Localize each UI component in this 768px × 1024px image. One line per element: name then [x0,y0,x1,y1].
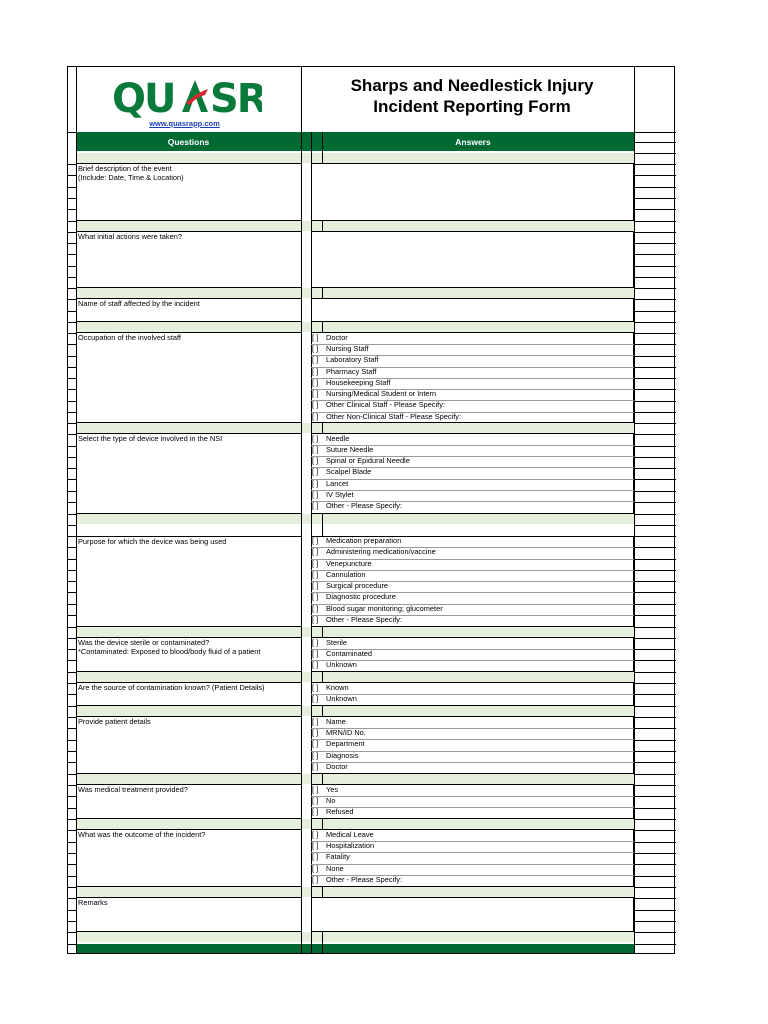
checkbox: [ ] [312,434,319,443]
separator-row [76,627,634,637]
svg-text:SR: SR [210,76,262,119]
quasr-logo [112,75,262,124]
checkbox: [ ] [312,389,319,398]
question-device-type: Select the type of device involved in the NSI [78,434,223,443]
question-cell [76,536,302,627]
question-cell [76,897,302,932]
option-surgical[interactable]: [ ] Surgical procedure [312,581,389,590]
separator-row [76,932,634,942]
title-line-2: Incident Reporting Form [373,97,571,116]
option-known[interactable]: [ ] Known [312,683,349,692]
separator-row [76,153,634,163]
separator-row [76,706,634,716]
checkbox: [ ] [312,592,319,601]
checkbox: [ ] [312,536,319,545]
option-device-other[interactable]: [ ] Other - Please Specify: [312,501,402,510]
question-staff-name: Name of staff affected by the incident [78,299,200,308]
separator-row [76,423,634,433]
question-initial-actions: What initial actions were taken? [78,232,182,241]
option-other-non-clinical[interactable]: [ ] Other Non-Clinical Staff - Please Specify: [312,412,462,421]
option-diagnostic[interactable]: [ ] Diagnostic procedure [312,592,396,601]
option-student-intern[interactable]: [ ] Nursing/Medical Student or Intern [312,389,437,398]
separator-row [76,288,634,298]
option-fatality[interactable]: [ ] Fatality [312,852,350,861]
checkbox: [ ] [312,456,319,465]
checkbox: [ ] [312,400,319,409]
option-blood-sugar[interactable]: [ ] Blood sugar monitoring; glucometer [312,604,443,613]
question-sterile: Was the device sterile or contaminated? *Contaminated: Exposed to blood/body fluid of a patient [78,638,261,656]
checkbox: [ ] [312,615,319,624]
option-venepuncture[interactable]: [ ] Venepuncture [312,559,372,568]
questions-header: Questions [167,137,210,147]
question-occupation: Occupation of the involved staff [78,333,181,342]
checkbox: [ ] [312,367,319,376]
separator-row [76,774,634,784]
footer-bar [76,944,634,953]
checkbox: [ ] [312,412,319,421]
checkbox: [ ] [312,479,319,488]
option-nursing-staff[interactable]: [ ] Nursing Staff [312,344,369,353]
option-lancet[interactable]: [ ] Lancet [312,479,349,488]
option-pharmacy-staff[interactable]: [ ] Pharmacy Staff [312,367,377,376]
checkbox: [ ] [312,355,319,364]
option-refused[interactable]: [ ] Refused [312,807,354,816]
checkbox: [ ] [312,852,319,861]
checkbox: [ ] [312,739,319,748]
checkbox: [ ] [312,570,319,579]
title-line-1: Sharps and Needlestick Injury [350,76,594,95]
checkbox: [ ] [312,807,319,816]
checkbox: [ ] [312,660,319,669]
option-cannulation[interactable]: [ ] Cannulation [312,570,366,579]
option-medication-prep[interactable]: [ ] Medication preparation [312,536,402,545]
option-needle[interactable]: [ ] Needle [312,434,350,443]
question-event-description: Brief description of the event (Include: Date, Time & Location) [78,164,184,182]
option-administering[interactable]: [ ] Administering medication/vaccine [312,547,436,556]
question-cell [76,433,302,514]
field-diagnosis[interactable]: [ ] Diagnosis [312,751,359,760]
option-laboratory-staff[interactable]: [ ] Laboratory Staff [312,355,379,364]
question-purpose: Purpose for which the device was being used [78,537,227,546]
checkbox: [ ] [312,841,319,850]
checkbox: [ ] [312,501,319,510]
separator-row [76,672,634,682]
checkbox: [ ] [312,378,319,387]
separator-row [76,221,634,231]
question-treatment: Was medical treatment provided? [78,785,188,794]
answer-treatment [311,784,634,819]
option-source-unknown[interactable]: [ ] Unknown [312,694,357,703]
checkbox: [ ] [312,445,319,454]
option-doctor[interactable]: [ ] Doctor [312,333,348,342]
answer-staff-name[interactable] [311,298,634,322]
checkbox: [ ] [312,875,319,884]
separator-row [76,322,634,332]
checkbox: [ ] [312,490,319,499]
option-outcome-other[interactable]: [ ] Other - Please Specify: [312,875,402,884]
option-scalpel-blade[interactable]: [ ] Scalpel Blade [312,467,372,476]
option-housekeeping-staff[interactable]: [ ] Housekeeping Staff [312,378,391,387]
checkbox: [ ] [312,751,319,760]
checkbox: [ ] [312,581,319,590]
checkbox: [ ] [312,467,319,476]
separator-row [76,514,634,524]
question-source-known: Are the source of contamination known? (Patient Details) [78,683,265,692]
logo-icon [112,75,262,119]
option-sterile[interactable]: [ ] Sterile [312,638,347,647]
svg-text:QU: QU [112,76,175,119]
checkbox: [ ] [312,649,319,658]
form-title [302,75,642,117]
website-link[interactable]: www.quasrapp.com [149,119,220,128]
question-remarks: Remarks [78,898,108,907]
answer-initial-actions[interactable] [311,231,634,288]
option-no[interactable]: [ ] No [312,796,336,805]
separator-row [76,819,634,829]
question-cell [76,332,302,423]
option-hospitalization[interactable]: [ ] Hospitalization [312,841,375,850]
question-patient-details: Provide patient details [78,717,151,726]
option-iv-stylet[interactable]: [ ] IV Stylet [312,490,354,499]
option-yes[interactable]: [ ] Yes [312,785,339,794]
option-contaminated[interactable]: [ ] Contaminated [312,649,373,658]
checkbox: [ ] [312,694,319,703]
option-suture-needle[interactable]: [ ] Suture Needle [312,445,374,454]
checkbox: [ ] [312,717,319,726]
field-department[interactable]: [ ] Department [312,739,365,748]
option-sterile-unknown[interactable]: [ ] Unknown [312,660,357,669]
field-mrn[interactable]: [ ] MRN/ID No. [312,728,366,737]
separator-row [76,887,634,897]
question-outcome: What was the outcome of the incident? [78,830,206,839]
field-patient-name[interactable]: [ ] Name [312,717,346,726]
answers-header: Answers [455,137,491,147]
option-spinal-needle[interactable]: [ ] Spinal or Epidural Needle [312,456,410,465]
checkbox: [ ] [312,604,319,613]
checkbox: [ ] [312,864,319,873]
checkbox: [ ] [312,344,319,353]
checkbox: [ ] [312,830,319,839]
checkbox: [ ] [312,547,319,556]
option-none[interactable]: [ ] None [312,864,344,873]
checkbox: [ ] [312,762,319,771]
answer-remarks[interactable] [311,897,634,932]
checkbox: [ ] [312,683,319,692]
field-doctor[interactable]: [ ] Doctor [312,762,348,771]
checkbox: [ ] [312,559,319,568]
option-medical-leave[interactable]: [ ] Medical Leave [312,830,374,839]
checkbox: [ ] [312,333,319,342]
checkbox: [ ] [312,796,319,805]
incident-form [67,66,675,954]
option-purpose-other[interactable]: [ ] Other - Please Specify: [312,615,402,624]
checkbox: [ ] [312,785,319,794]
checkbox: [ ] [312,638,319,647]
answer-event-description[interactable] [311,163,634,221]
option-other-clinical[interactable]: [ ] Other Clinical Staff - Please Specify: [312,400,445,409]
checkbox: [ ] [312,728,319,737]
